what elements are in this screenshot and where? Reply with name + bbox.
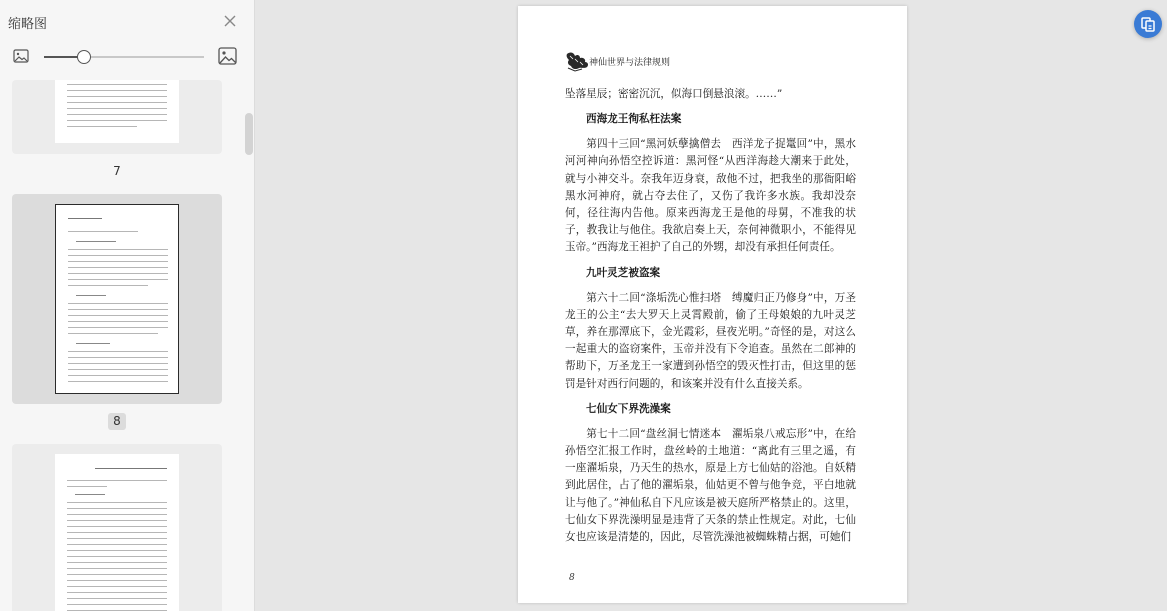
- zoom-slider[interactable]: [44, 56, 204, 58]
- section-paragraph: 第六十二回“涤垢洗心惟扫塔 缚魔归正乃修身”中，万圣龙王的公主“去大罗天上灵霄殿前，偷了王母娘娘的九叶灵芝草，养在那潭底下，金光霞彩，昼夜光明。”奇怪的是，对这么一起重大的盗窃案件，玉帝并没有下令追查。虽然在二郎神的帮助下，万圣龙王一家遭到孙悟空的毁灭性打击，但这里的惩罚是针对西行问题的，和该案并没有什么直接关系。: [565, 291, 856, 390]
- thumbnail-page-number: 8: [108, 413, 126, 430]
- zoom-slider-handle[interactable]: [77, 50, 91, 64]
- thumbnail-page-8[interactable]: [12, 194, 222, 404]
- thumbnail-panel: [0, 0, 255, 611]
- image-large-icon[interactable]: [218, 47, 237, 65]
- running-header-title: 神仙世界与法律规则: [589, 58, 671, 68]
- section-heading: 九叶灵芝被盗案: [586, 266, 661, 279]
- page-body: [565, 86, 856, 546]
- section-paragraph: 第七十二回“盘丝洞七情迷本 濯垢泉八戒忘形”中，在给孙悟空汇报工作时，盘丝岭的土地道：“离此有三里之遥，有一座濯垢泉，乃天生的热水，原是上方七仙姑的浴池。自妖精到此居住，占了他的濯垢泉，仙姑更不曾与他争竞，平白地就让与他了。”神仙私自下凡应该是被天庭所严格禁止的。这里，七仙女下界洗澡明显是违背了天条的禁止性规定。对此，七仙女也应该是清楚的，因此，尽管洗澡池被蜘蛛精占据，可她们: [565, 427, 856, 544]
- section-heading: 西海龙王徇私枉法案: [586, 113, 682, 126]
- dragon-logo-icon: [565, 50, 591, 72]
- thumbnail-page-7[interactable]: [12, 80, 222, 154]
- page-number: 8: [569, 573, 575, 583]
- opening-line: 坠落星辰；密密沉沉，似海口倒悬浪滚。……”: [565, 88, 783, 100]
- close-icon[interactable]: [222, 13, 238, 29]
- thumbnail-scrollbar[interactable]: [245, 113, 253, 155]
- document-page: [518, 6, 907, 603]
- section-heading: 七仙女下界洗澡案: [586, 402, 671, 415]
- image-small-icon[interactable]: [13, 49, 29, 63]
- panel-title: 缩略图: [8, 17, 48, 32]
- thumbnail-page-image: [55, 454, 179, 611]
- section-paragraph: 第四十三回“黑河妖孽擒僧去 西洋龙子捉鼍回”中，黑水河河神向孙悟空控诉道：黑河怪“从西洋海趁大潮来于此处，就与小神交斗。奈我年迈身衰，敌他不过，把我坐的那衙阳峪黑水河神府，就占夺去住了，又伤了我许多水族。我却没奈何，径往海内告他。原来西海龙王是他的母舅，不准我的状子，教我让与他住。我欲启奏上天，奈何神微职小，不能得见玉帝。”西海龙王袒护了自己的外甥，却没有承担任何责任。: [565, 138, 856, 254]
- convert-document-icon: [1134, 10, 1162, 38]
- floating-tool-button[interactable]: [1134, 10, 1162, 38]
- thumbnail-page-image: [55, 204, 179, 394]
- thumbnail-zoom-control: [0, 44, 255, 70]
- thumbnail-page-9[interactable]: [12, 444, 222, 611]
- thumbnail-page-number: 7: [113, 164, 121, 178]
- thumbnail-page-image: [55, 80, 179, 143]
